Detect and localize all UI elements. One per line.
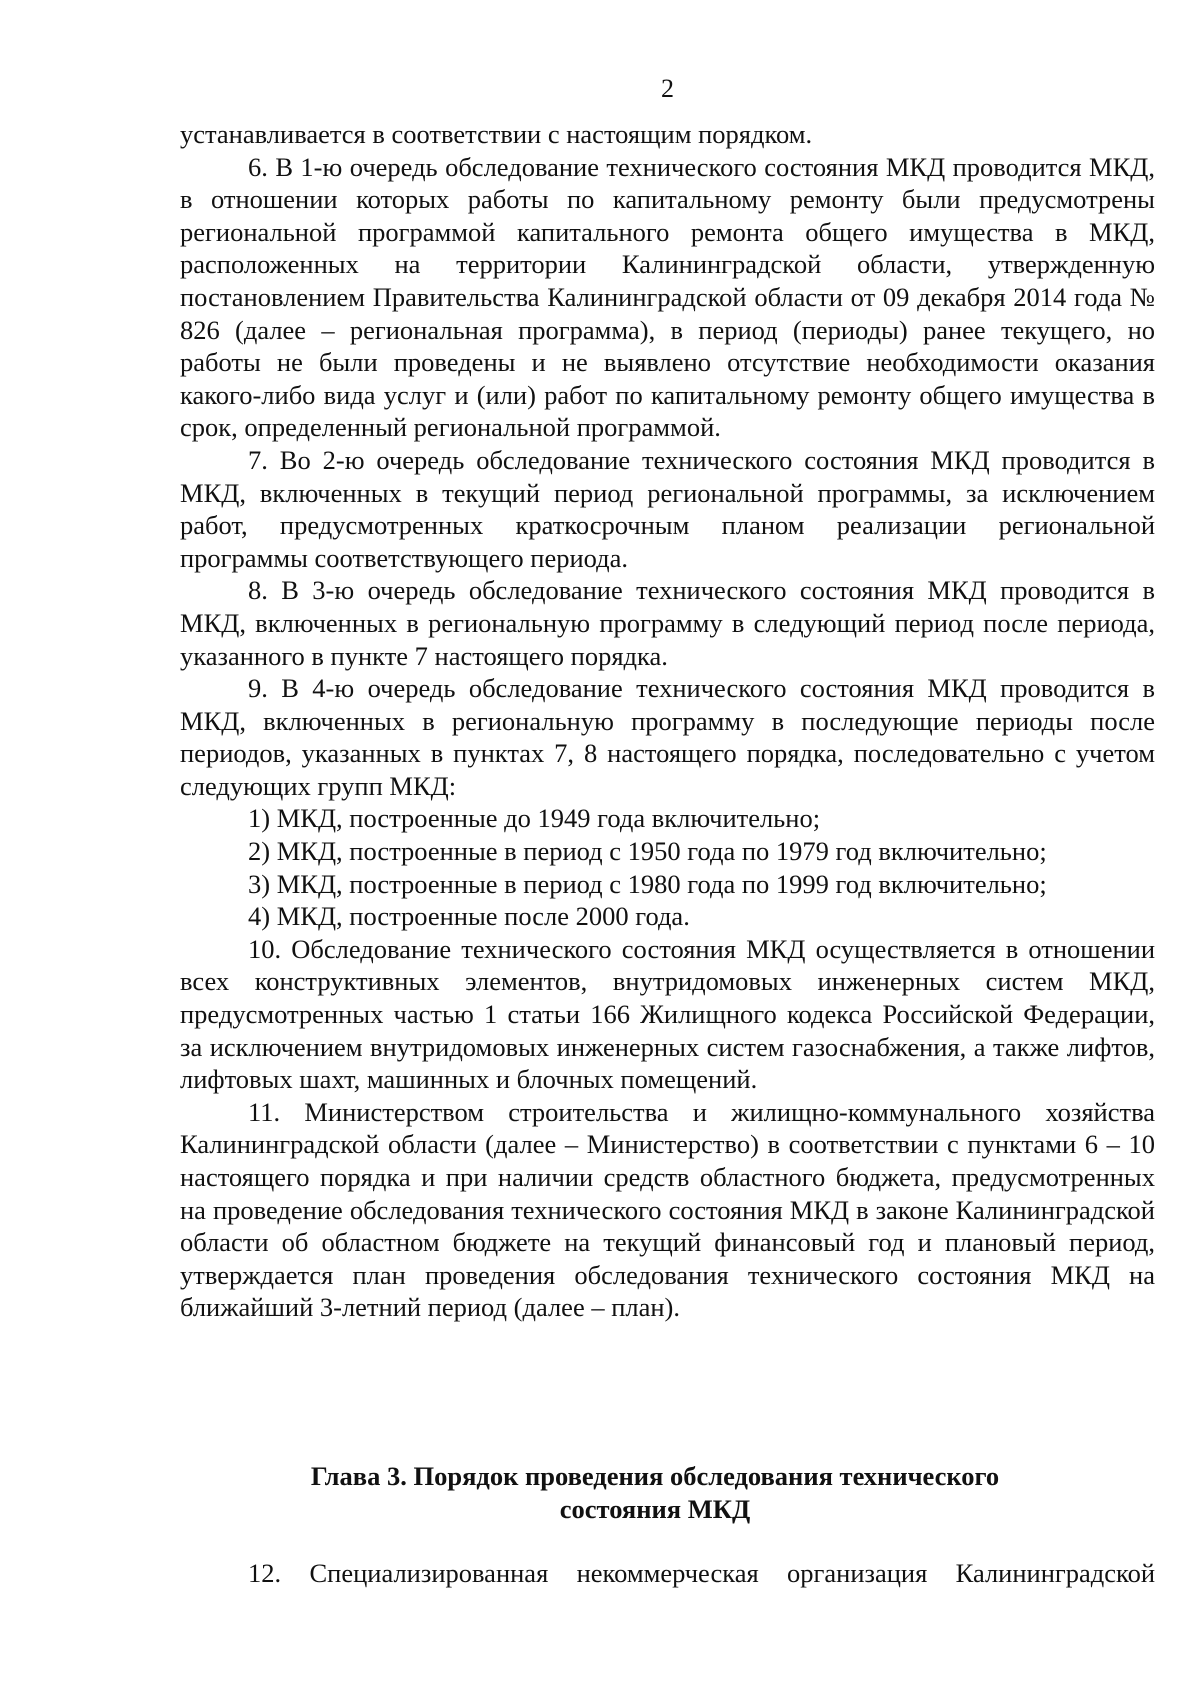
paragraph-item-10: 10. Обследование технического состояния МКД осуществляется в отношении всех конструктивных элементов, внутридомовых инженерных систем МКД, предусмотренных частью 1 статьи 166 Жилищного кодекса Российской Федерации, за исключением внутридомовых инженерных систем газоснабжения, а также лифтов, лифтовых шахт, машинных и блочных помещений.	[180, 933, 1155, 1095]
paragraph-item-7: 7. Во 2-ю очередь обследование технического состояния МКД проводится в МКД, включенных в текущий период региональной программы, за исключением работ, предусмотренных краткосрочным планом реализации региональной программы соответствующего периода.	[180, 444, 1155, 573]
list-item-group-4: 4) МКД, построенные после 2000 года.	[248, 901, 690, 932]
paragraph-item-8: 8. В 3-ю очередь обследование технического состояния МКД проводится в МКД, включенных в региональную программу в следующий период после периода, указанного в пункте 7 настоящего порядка.	[180, 575, 1155, 671]
list-item-group-1: 1) МКД, построенные до 1949 года включительно;	[248, 803, 821, 834]
paragraph-item-6: 6. В 1-ю очередь обследование технического состояния МКД проводится МКД, в отношении которых работы по капитальному ремонту были предусмотрены региональной программой капитального ремонта общего имущества в МКД, расположенных на территории Калининградской области, утвержденную постановлением Правительства Калининградской области от 09 декабря 2014 года № 826 (далее – региональная программа), в период (периоды) ранее текущего, но работы не были проведены и не выявлено отсутствие необходимости оказания какого-либо вида услуг и (или) работ по капитальному ремонту общего имущества в срок, определенный региональной программой.	[180, 151, 1155, 443]
document-body	[180, 118, 1155, 1324]
page-number: 2	[661, 74, 674, 103]
paragraph-item-9: 9. В 4-ю очередь обследование технического состояния МКД проводится в МКД, включенных в региональную программу в последующие периоды после периодов, указанных в пунктах 7, 8 настоящего порядка, последовательно с учетом следующих групп МКД:	[180, 673, 1155, 801]
chapter-heading: Глава 3. Порядок проведения обследования технического состояния МКД	[310, 1461, 1000, 1524]
paragraph-continuation: устанавливается в соответствии с настоящим порядком.	[180, 119, 813, 149]
list-item-group-2: 2) МКД, построенные в период с 1950 года по 1979 год включительно;	[248, 836, 1047, 867]
list-item-group-3: 3) МКД, построенные в период с 1980 года по 1999 год включительно;	[248, 868, 1047, 899]
paragraph-item-11: 11. Министерством строительства и жилищно-коммунального хозяйства Калининградской области (далее – Министерство) в соответствии с пунктами 6 – 10 настоящего порядка и при наличии средств областного бюджета, предусмотренных на проведение обследования технического состояния МКД в законе Калининградской области об областном бюджете на текущий финансовый год и плановый период, утверждается план проведения обследования технического состояния МКД на ближайший 3-летний период (далее – план).	[180, 1096, 1155, 1323]
paragraph-item-12: 12. Специализированная некоммерческая организация Калининградской	[248, 1558, 1155, 1588]
